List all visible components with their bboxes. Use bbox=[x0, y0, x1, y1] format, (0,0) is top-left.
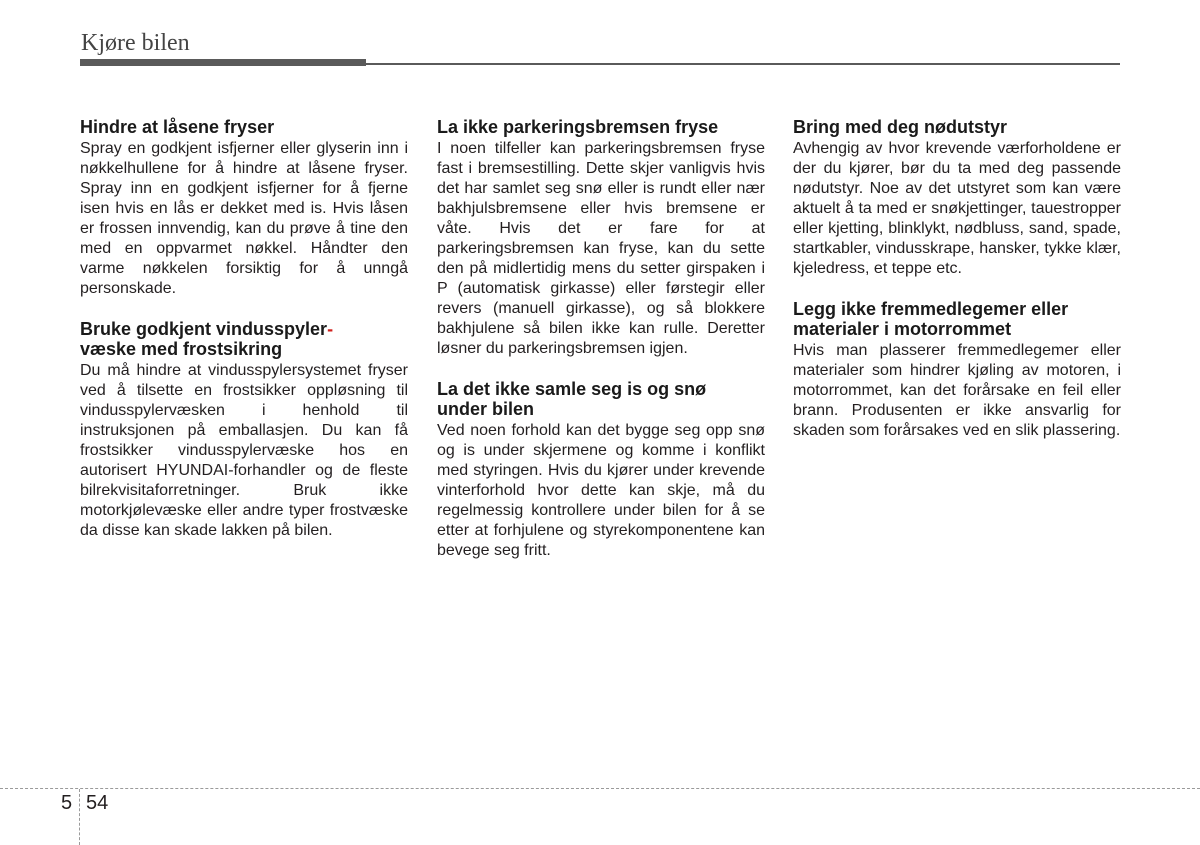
section-body: Spray en godkjent isfjerner eller glyserin inn i nøkkelhullene for å hindre at låsene fryser. Spray inn en godkjent isfjerner for å fjerne isen hvis en lås er dekket med is. Hvis låsen er frossen innvendig, kan du prøve å tine den med en oppvarmet nøkkel. Håndter den varme nøkkelen forsiktig for å unngå personskade. bbox=[80, 140, 408, 297]
section-body: Avhengig av hvor krevende værforholdene er der du kjører, bør du ta med deg passende nødutstyr. Noe av det utstyret som kan være aktuelt å ta med er snøkjettinger, tauestropper eller kjetting, blinklykt, nødbluss, sand, spade, startkabler, vindusskrape, hansker, tykke klær, kjeledress, et teppe etc. bbox=[793, 140, 1121, 277]
section-body: I noen tilfeller kan parkeringsbremsen fryse fast i bremsestilling. Dette skjer vanligvis hvis det har samlet seg snø eller is rundt eller nær bakhjulsbremsene eller hvis bremsene er våte. Hvis det er fare for at parkeringsbremsen kan fryse, kan du sette den på midlertidig mens du setter girspaken i P (automatisk girkasse) eller førstegir eller revers (manuell girkasse), og så blokkere bakhjulene så bilen ikke kan rulle. Deretter løsner du parkeringsbremsen igjen. bbox=[437, 140, 765, 357]
heading-line-2: materialer i motorrommet bbox=[793, 319, 1012, 339]
section-body: Du må hindre at vindusspylersystemet fryser ved å tilsette en frostsikker oppløsning til vindusspylervæsken i henhold til instruksjonen på emballasjen. Du kan få frostsikker vindusspylervæske hos en autorisert HYUNDAI-forhandler og de fleste bilrekvisitaforretninger. Bruk ikke motorkjølevæske eller andre typer frostvæske da disse kan skade lakken på bilen. bbox=[80, 362, 408, 539]
column-left bbox=[80, 117, 408, 561]
section-body: Ved noen forhold kan det bygge seg opp snø og is under skjermene og komme i konflikt med styringen. Hvis du kjører under krevende vinterforhold hvor dette kan skje, må du regelmessig kontrollere under bilen for å se etter at forhjulene og styrekomponentene kan bevege seg fritt. bbox=[437, 422, 765, 559]
section-heading bbox=[793, 299, 1121, 339]
section-heading: Bring med deg nødutstyr bbox=[793, 117, 1008, 137]
section-ice-under-car bbox=[437, 379, 765, 561]
footer-rule bbox=[0, 788, 1200, 789]
section-heading: Hindre at låsene fryser bbox=[80, 117, 275, 137]
section-parking-brake bbox=[437, 117, 765, 359]
section-washer-fluid bbox=[80, 319, 408, 541]
heading-line-1: La det ikke samle seg is og snø bbox=[437, 379, 707, 399]
section-engine-compartment bbox=[793, 299, 1121, 441]
chapter-number: 5 bbox=[61, 792, 73, 814]
heading-line-1: Legg ikke fremmedlegemer eller bbox=[793, 299, 1069, 319]
heading-line-2: væske med frostsikring bbox=[80, 339, 283, 359]
section-heading bbox=[80, 319, 408, 359]
section-lock-freeze bbox=[80, 117, 408, 299]
column-middle bbox=[437, 117, 765, 581]
page-header-title: Kjøre bilen bbox=[81, 30, 190, 56]
header-rule bbox=[80, 63, 1120, 65]
section-heading bbox=[437, 379, 765, 419]
heading-hyphen: - bbox=[327, 319, 334, 339]
section-emergency-gear bbox=[793, 117, 1121, 279]
heading-line-1: Bruke godkjent vindusspyler bbox=[80, 319, 328, 339]
heading-line-2: under bilen bbox=[437, 399, 535, 419]
page-number: 54 bbox=[86, 792, 109, 814]
column-right bbox=[793, 117, 1121, 461]
footer-divider bbox=[79, 789, 80, 845]
section-body: Hvis man plasserer fremmedlegemer eller materialer som hindrer kjøling av motoren, i motorrommet, kan det forårsake en feil eller brann. Produsenten er ikke ansvarlig for skaden som forårsakes ved en slik plassering. bbox=[793, 342, 1121, 439]
section-heading: La ikke parkeringsbremsen fryse bbox=[437, 117, 719, 137]
